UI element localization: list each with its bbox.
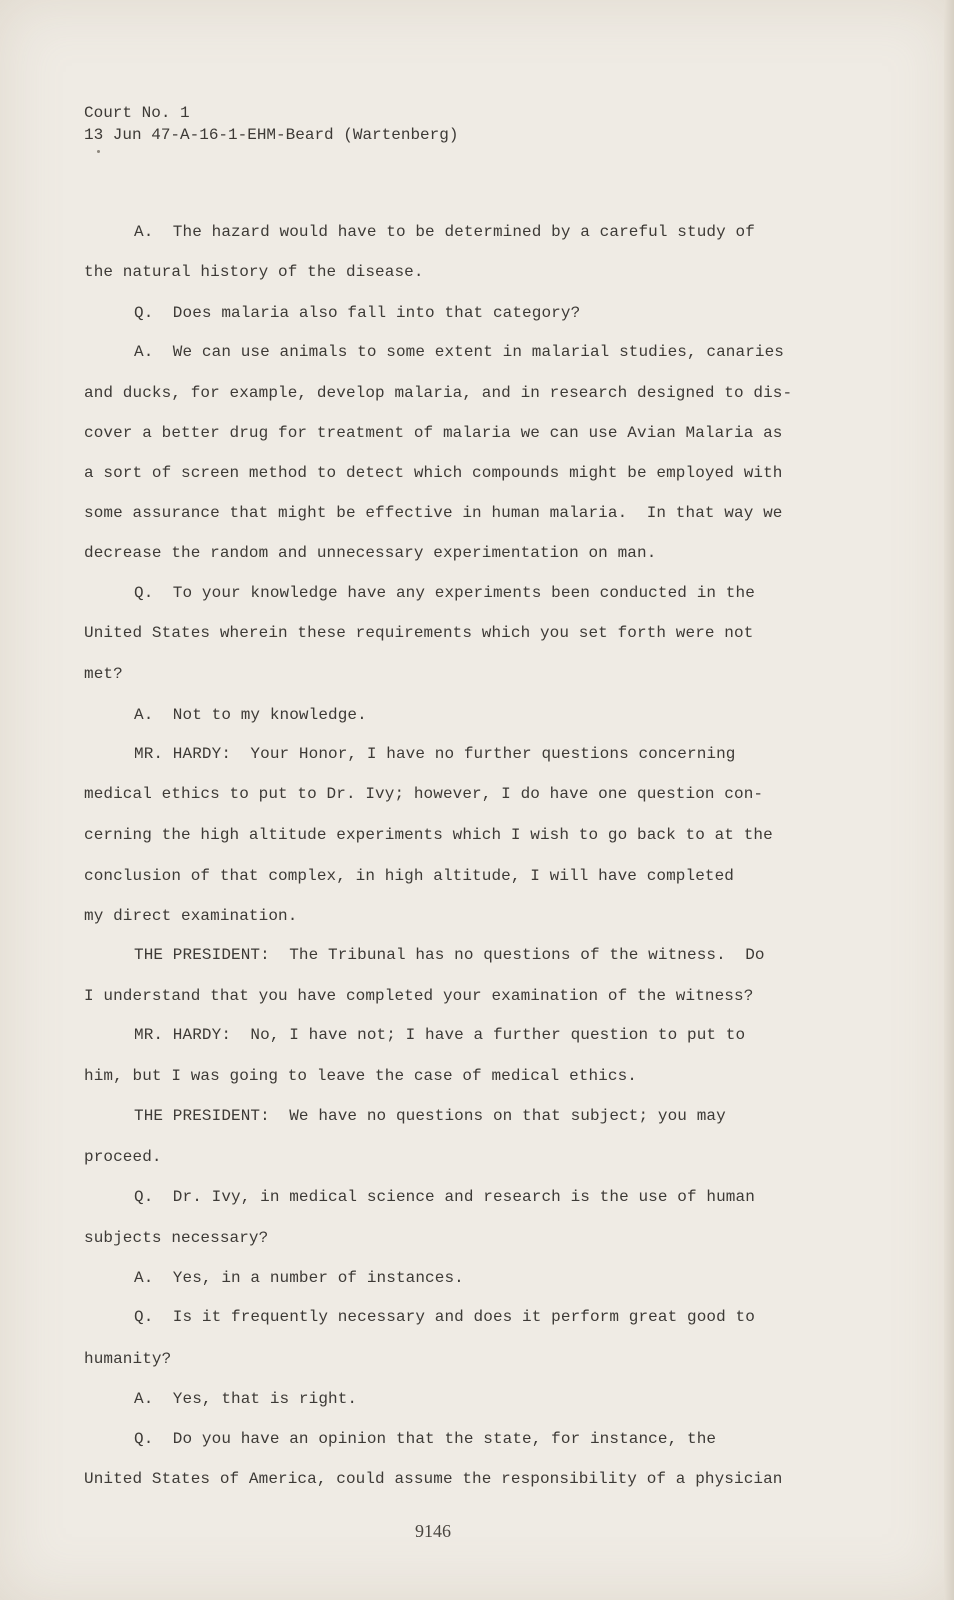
transcript-line: him, but I was going to leave the case of medical ethics. xyxy=(84,1067,637,1085)
transcript-line: my direct examination. xyxy=(84,907,298,925)
transcript-line: A. Yes, in a number of instances. xyxy=(134,1269,464,1287)
transcript-line: medical ethics to put to Dr. Ivy; however, I do have one question con- xyxy=(84,785,764,803)
transcript-line: Q. Dr. Ivy, in medical science and research is the use of human xyxy=(134,1188,755,1206)
transcript-line: a sort of screen method to detect which compounds might be employed with xyxy=(84,464,783,482)
transcript-line: cover a better drug for treatment of malaria we can use Avian Malaria as xyxy=(84,424,783,442)
transcript-line: decrease the random and unnecessary experimentation on man. xyxy=(84,544,657,562)
document-header xyxy=(84,102,458,146)
transcript-line: Q. Is it frequently necessary and does it perform great good to xyxy=(134,1308,755,1326)
transcript-line: THE PRESIDENT: We have no questions on that subject; you may xyxy=(134,1107,726,1125)
transcript-line: THE PRESIDENT: The Tribunal has no questions of the witness. Do xyxy=(134,946,765,964)
transcript-line: United States wherein these requirements which you set forth were not xyxy=(84,624,754,642)
transcript-line: United States of America, could assume the responsibility of a physician xyxy=(84,1470,783,1488)
transcript-line: conclusion of that complex, in high altitude, I will have completed xyxy=(84,867,735,885)
transcript-line: met? xyxy=(84,665,123,683)
transcript-line: MR. HARDY: Your Honor, I have no further questions concerning xyxy=(134,745,736,763)
transcript-line: Q. To your knowledge have any experiments been conducted in the xyxy=(134,584,755,602)
transcript-line: the natural history of the disease. xyxy=(84,263,424,281)
transcript-line: cerning the high altitude experiments which I wish to go back to at the xyxy=(84,826,773,844)
transcript-line: I understand that you have completed your examination of the witness? xyxy=(84,987,754,1005)
transcript-line: A. Not to my knowledge. xyxy=(134,706,367,724)
court-number: Court No. 1 xyxy=(84,104,190,122)
transcript-line: A. The hazard would have to be determined by a careful study of xyxy=(134,223,755,241)
transcript-line: proceed. xyxy=(84,1148,162,1166)
transcript-line: Q. Does malaria also fall into that category? xyxy=(134,304,581,322)
transcript-line: Q. Do you have an opinion that the state, for instance, the xyxy=(134,1430,717,1448)
transcript-line: A. Yes, that is right. xyxy=(134,1390,358,1408)
page-edge xyxy=(944,0,954,1600)
transcript-line: humanity? xyxy=(84,1350,172,1368)
transcript-line: MR. HARDY: No, I have not; I have a further question to put to xyxy=(134,1026,746,1044)
session-line: 13 Jun 47-A-16-1-EHM-Beard (Wartenberg) xyxy=(84,126,459,144)
paper-mark xyxy=(97,150,100,153)
transcript-line: some assurance that might be effective in human malaria. In that way we xyxy=(84,504,783,522)
transcript-line: and ducks, for example, develop malaria, and in research designed to dis- xyxy=(84,384,793,402)
transcript-line: subjects necessary? xyxy=(84,1229,269,1247)
page-number: 9146 xyxy=(415,1521,451,1541)
transcript-line: A. We can use animals to some extent in malarial studies, canaries xyxy=(134,343,785,361)
